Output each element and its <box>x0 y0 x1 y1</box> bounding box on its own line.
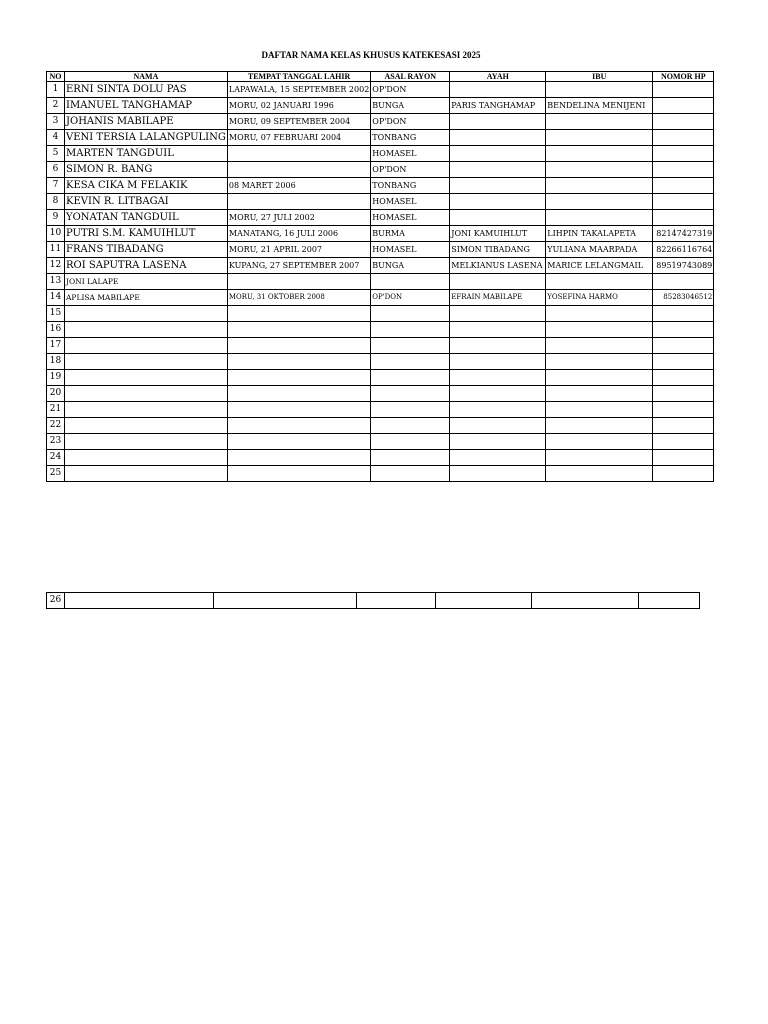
table-row <box>47 82 714 98</box>
table-row <box>47 98 714 114</box>
cell-no: 14 <box>47 290 65 306</box>
cell-ibu <box>546 146 653 162</box>
table-row <box>47 114 714 130</box>
cell-hp <box>639 593 700 609</box>
cell-rayon <box>371 418 450 434</box>
table-row <box>47 450 714 466</box>
cell-ttl <box>227 162 370 178</box>
cell-rayon <box>371 370 450 386</box>
cell-nama <box>65 370 228 386</box>
cell-no: 22 <box>47 418 65 434</box>
cell-ayah: SIMON TIBADANG <box>450 242 546 258</box>
cell-ayah <box>450 402 546 418</box>
cell-hp <box>653 354 714 370</box>
cell-ayah <box>450 450 546 466</box>
cell-nama: SIMON R. BANG <box>65 162 228 178</box>
cell-no: 10 <box>47 226 65 242</box>
header-ibu: IBU <box>546 72 653 82</box>
cell-ttl <box>227 386 370 402</box>
cell-nama <box>65 386 228 402</box>
cell-rayon <box>371 354 450 370</box>
cell-ibu: YULIANA MAARPADA <box>546 242 653 258</box>
cell-hp <box>653 98 714 114</box>
cell-ayah <box>450 322 546 338</box>
table-row <box>47 434 714 450</box>
cell-nama: VENI TERSIA LALANGPULING <box>65 130 228 146</box>
cell-ibu <box>546 418 653 434</box>
document-title: DAFTAR NAMA KELAS KHUSUS KATEKESASI 2025 <box>261 50 481 60</box>
cell-ayah <box>450 146 546 162</box>
cell-ayah: MELKIANUS LASENA <box>450 258 546 274</box>
cell-ibu <box>546 466 653 482</box>
cell-ttl <box>227 434 370 450</box>
cell-hp <box>653 178 714 194</box>
cell-ttl: MORU, 31 OKTOBER 2008 <box>227 290 370 306</box>
cell-ttl: MORU, 07 FEBRUARI 2004 <box>227 130 370 146</box>
cell-nama: KESA CIKA M FELAKIK <box>65 178 228 194</box>
table-row <box>47 593 700 609</box>
table-row <box>47 466 714 482</box>
cell-no: 4 <box>47 130 65 146</box>
cell-hp <box>653 450 714 466</box>
cell-hp <box>653 114 714 130</box>
cell-nama: MARTEN TANGDUIL <box>65 146 228 162</box>
cell-no: 8 <box>47 194 65 210</box>
cell-ayah <box>450 386 546 402</box>
cell-hp <box>653 386 714 402</box>
cell-hp <box>653 466 714 482</box>
cell-rayon: OP'DON <box>371 290 450 306</box>
cell-ibu <box>546 322 653 338</box>
cell-no: 5 <box>47 146 65 162</box>
cell-no: 17 <box>47 338 65 354</box>
header-nomor-hp: NOMOR HP <box>653 72 714 82</box>
cell-ibu <box>546 178 653 194</box>
cell-rayon <box>371 434 450 450</box>
cell-hp <box>653 194 714 210</box>
cell-rayon: HOMASEL <box>371 194 450 210</box>
cell-nama <box>65 306 228 322</box>
table-row <box>47 370 714 386</box>
cell-hp <box>653 306 714 322</box>
cell-no: 15 <box>47 306 65 322</box>
cell-rayon: HOMASEL <box>371 242 450 258</box>
table-row <box>47 226 714 242</box>
cell-ayah <box>450 418 546 434</box>
cell-hp <box>653 82 714 98</box>
cell-ibu <box>546 114 653 130</box>
cell-no: 9 <box>47 210 65 226</box>
cell-nama: JOHANIS MABILAPE <box>65 114 228 130</box>
cell-ibu <box>546 130 653 146</box>
cell-ayah <box>450 370 546 386</box>
cell-nama: PUTRI S.M. KAMUIHLUT <box>65 226 228 242</box>
cell-ibu: MARICE LELANGMAIL <box>546 258 653 274</box>
cell-ibu <box>546 162 653 178</box>
cell-nama: KEVIN R. LITBAGAI <box>65 194 228 210</box>
cell-ttl: MORU, 09 SEPTEMBER 2004 <box>227 114 370 130</box>
cell-ttl <box>227 354 370 370</box>
cell-no: 24 <box>47 450 65 466</box>
cell-nama: YONATAN TANGDUIL <box>65 210 228 226</box>
table-row <box>47 130 714 146</box>
cell-rayon: OP'DON <box>371 82 450 98</box>
cell-hp: 89519743089 <box>653 258 714 274</box>
table-row <box>47 210 714 226</box>
cell-no: 12 <box>47 258 65 274</box>
cell-hp <box>653 418 714 434</box>
cell-rayon <box>371 450 450 466</box>
cell-no: 16 <box>47 322 65 338</box>
cell-ayah: EFRAIN MABILAPE <box>450 290 546 306</box>
cell-ayah <box>450 434 546 450</box>
cell-rayon <box>371 466 450 482</box>
cell-no: 3 <box>47 114 65 130</box>
cell-ttl <box>227 402 370 418</box>
cell-ibu <box>546 210 653 226</box>
cell-ayah <box>436 593 532 609</box>
cell-rayon: HOMASEL <box>371 210 450 226</box>
cell-ayah <box>450 178 546 194</box>
cell-ibu <box>532 593 639 609</box>
cell-ibu: LIHPIN TAKALAPETA <box>546 226 653 242</box>
cell-hp <box>653 210 714 226</box>
cell-ibu <box>546 450 653 466</box>
cell-ttl <box>227 274 370 290</box>
cell-nama <box>65 466 228 482</box>
cell-no: 2 <box>47 98 65 114</box>
cell-ibu <box>546 194 653 210</box>
cell-ibu <box>546 354 653 370</box>
cell-rayon <box>357 593 436 609</box>
cell-ayah <box>450 466 546 482</box>
cell-nama <box>65 434 228 450</box>
cell-ttl <box>227 370 370 386</box>
cell-ayah <box>450 306 546 322</box>
cell-ttl <box>227 418 370 434</box>
cell-ibu: BENDELINA MENIJENI <box>546 98 653 114</box>
cell-ayah <box>450 130 546 146</box>
cell-nama: APLISA MABILAPE <box>65 290 228 306</box>
cell-no: 26 <box>47 593 65 609</box>
table-row <box>47 322 714 338</box>
table-row <box>47 338 714 354</box>
cell-ibu <box>546 338 653 354</box>
cell-nama <box>65 354 228 370</box>
cell-ayah <box>450 194 546 210</box>
table-row <box>47 354 714 370</box>
cell-ayah <box>450 274 546 290</box>
table-row <box>47 242 714 258</box>
table-row <box>47 290 714 306</box>
cell-hp <box>653 162 714 178</box>
cell-nama: IMANUEL TANGHAMAP <box>65 98 228 114</box>
student-table <box>46 71 714 482</box>
cell-nama: ERNI SINTA DOLU PAS <box>65 82 228 98</box>
cell-ttl <box>227 146 370 162</box>
student-table-continued <box>46 592 700 609</box>
cell-nama <box>65 338 228 354</box>
cell-nama <box>65 418 228 434</box>
cell-ibu: YOSEFINA HARMO <box>546 290 653 306</box>
cell-rayon <box>371 386 450 402</box>
cell-ayah: PARIS TANGHAMAP <box>450 98 546 114</box>
cell-ttl: LAPAWALA, 15 SEPTEMBER 2002 <box>227 82 370 98</box>
cell-hp <box>653 434 714 450</box>
cell-ibu <box>546 434 653 450</box>
cell-hp <box>653 322 714 338</box>
cell-hp <box>653 130 714 146</box>
cell-no: 21 <box>47 402 65 418</box>
cell-no: 13 <box>47 274 65 290</box>
cell-rayon <box>371 322 450 338</box>
cell-ttl <box>227 322 370 338</box>
cell-hp: 82266116764 <box>653 242 714 258</box>
cell-no: 25 <box>47 466 65 482</box>
cell-ttl: 08 MARET 2006 <box>227 178 370 194</box>
cell-ttl <box>227 194 370 210</box>
cell-ttl: MORU, 27 JULI 2002 <box>227 210 370 226</box>
cell-no: 20 <box>47 386 65 402</box>
cell-rayon <box>371 338 450 354</box>
cell-nama <box>65 322 228 338</box>
cell-rayon <box>371 402 450 418</box>
cell-rayon: OP'DON <box>371 114 450 130</box>
cell-no: 1 <box>47 82 65 98</box>
cell-ttl: MORU, 02 JANUARI 1996 <box>227 98 370 114</box>
cell-no: 7 <box>47 178 65 194</box>
cell-hp: 85283046512 <box>653 290 714 306</box>
table-row <box>47 178 714 194</box>
cell-rayon: HOMASEL <box>371 146 450 162</box>
cell-nama: FRANS TIBADANG <box>65 242 228 258</box>
cell-rayon: TONBANG <box>371 130 450 146</box>
cell-hp <box>653 274 714 290</box>
table-row <box>47 258 714 274</box>
cell-ttl <box>227 450 370 466</box>
cell-rayon: BUNGA <box>371 98 450 114</box>
cell-hp <box>653 146 714 162</box>
cell-ttl <box>227 466 370 482</box>
cell-ibu <box>546 274 653 290</box>
cell-no: 11 <box>47 242 65 258</box>
cell-nama <box>65 593 214 609</box>
cell-rayon <box>371 306 450 322</box>
cell-hp <box>653 370 714 386</box>
table-row <box>47 162 714 178</box>
cell-ibu <box>546 82 653 98</box>
cell-rayon: OP'DON <box>371 162 450 178</box>
cell-rayon: TONBANG <box>371 178 450 194</box>
cell-no: 18 <box>47 354 65 370</box>
table-row <box>47 194 714 210</box>
cell-no: 23 <box>47 434 65 450</box>
cell-ibu <box>546 306 653 322</box>
cell-ibu <box>546 370 653 386</box>
header-asal-rayon: ASAL RAYON <box>371 72 450 82</box>
table-row <box>47 402 714 418</box>
cell-no: 6 <box>47 162 65 178</box>
cell-nama <box>65 402 228 418</box>
cell-ayah <box>450 354 546 370</box>
cell-no: 19 <box>47 370 65 386</box>
table-row <box>47 386 714 402</box>
header-nama: NAMA <box>65 72 228 82</box>
cell-ayah <box>450 162 546 178</box>
cell-ttl: KUPANG, 27 SEPTEMBER 2007 <box>227 258 370 274</box>
cell-rayon <box>371 274 450 290</box>
cell-ttl <box>227 338 370 354</box>
table-row <box>47 274 714 290</box>
header-no: NO <box>47 72 65 82</box>
cell-ayah <box>450 210 546 226</box>
cell-ttl: MORU, 21 APRIL 2007 <box>227 242 370 258</box>
table-header-row <box>47 72 714 82</box>
cell-ayah <box>450 82 546 98</box>
cell-ttl: MANATANG, 16 JULI 2006 <box>227 226 370 242</box>
cell-nama: ROI SAPUTRA LASENA <box>65 258 228 274</box>
header-tempat-tanggal-lahir: TEMPAT TANGGAL LAHIR <box>227 72 370 82</box>
cell-ayah <box>450 338 546 354</box>
cell-nama <box>65 450 228 466</box>
cell-hp <box>653 338 714 354</box>
cell-ayah: JONI KAMUIHLUT <box>450 226 546 242</box>
header-ayah: AYAH <box>450 72 546 82</box>
cell-ttl <box>214 593 357 609</box>
cell-hp: 82147427319 <box>653 226 714 242</box>
cell-rayon: BURMA <box>371 226 450 242</box>
cell-hp <box>653 402 714 418</box>
table-row <box>47 418 714 434</box>
cell-ayah <box>450 114 546 130</box>
cell-ibu <box>546 386 653 402</box>
cell-rayon: BUNGA <box>371 258 450 274</box>
cell-nama: JONI LALAPE <box>65 274 228 290</box>
cell-ttl <box>227 306 370 322</box>
cell-ibu <box>546 402 653 418</box>
table-row <box>47 306 714 322</box>
table-row <box>47 146 714 162</box>
